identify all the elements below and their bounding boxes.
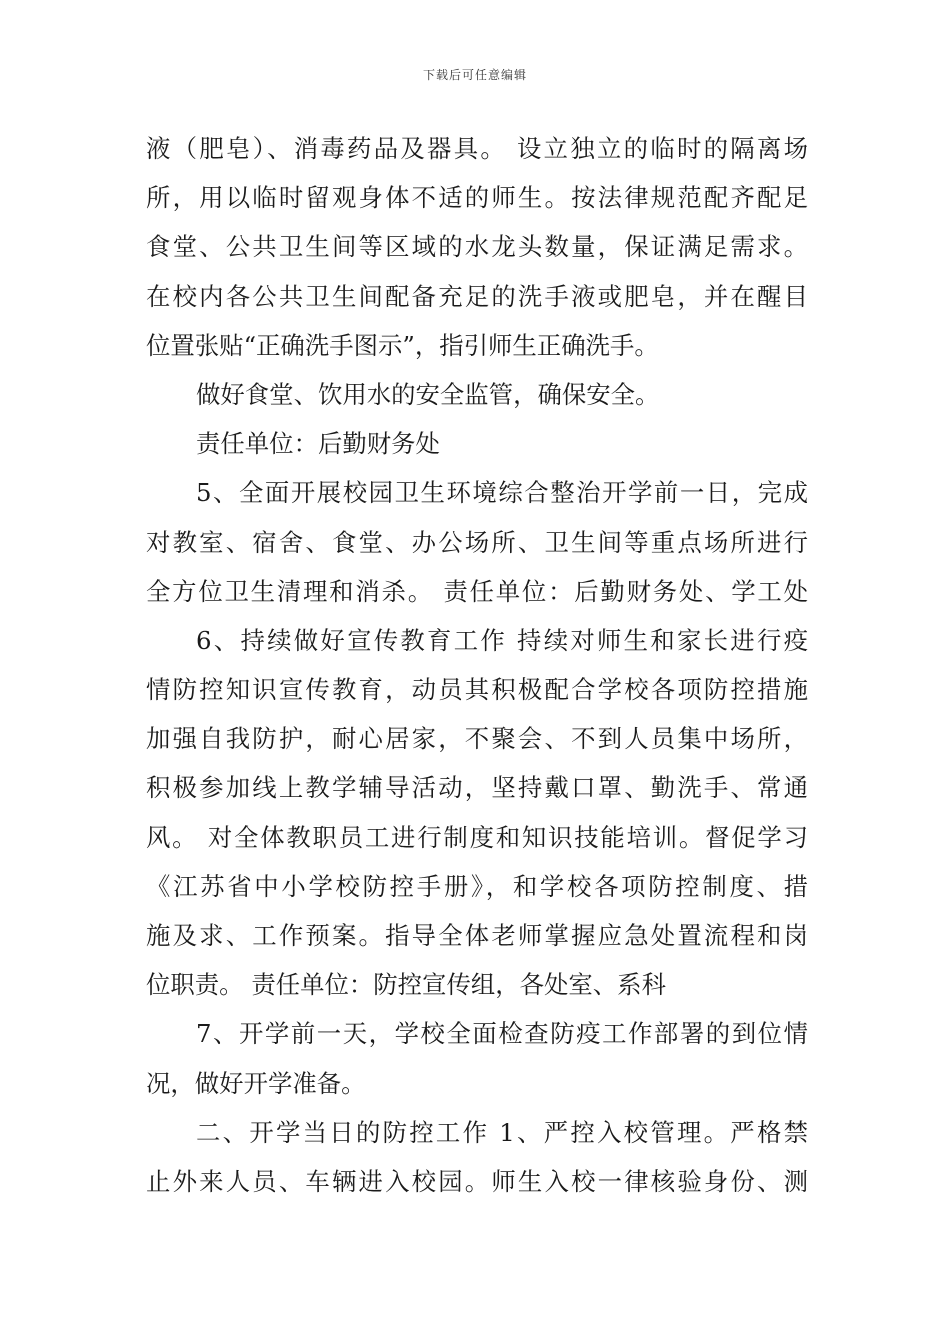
text-line: 止外来人员、车辆进入校园。师生入校一律核验身份、测 bbox=[146, 1166, 808, 1196]
text-line: 责任单位：后勤财务处 bbox=[196, 429, 440, 459]
page-header-caption: 下载后可任意编辑 bbox=[422, 68, 527, 82]
text-line: 全方位卫生清理和消杀。 责任单位：后勤财务处、学工处 bbox=[146, 576, 808, 606]
text-line: 7、开学前一天，学校全面检查防疫工作部署的到位情 bbox=[196, 1019, 808, 1049]
text-line: 二、开学当日的防控工作 1、严控入校管理。严格禁 bbox=[196, 1117, 808, 1147]
text-line: 对教室、宿舍、食堂、办公场所、卫生间等重点场所进行 bbox=[146, 527, 808, 557]
text-line: 加强自我防护，耐心居家，不聚会、不到人员集中场所， bbox=[146, 724, 808, 754]
text-line: 5、全面开展校园卫生环境综合整治开学前一日，完成 bbox=[196, 478, 808, 508]
text-line: 《江苏省中小学校防控手册》，和学校各项防控制度、措 bbox=[146, 871, 808, 901]
text-line: 液（肥皂）、消毒药品及器具。 设立独立的临时的隔离场 bbox=[146, 134, 808, 163]
text-line: 6、持续做好宣传教育工作 持续对师生和家长进行疫 bbox=[196, 625, 808, 655]
text-line: 在校内各公共卫生间配备充足的洗手液或肥皂，并在醒目 bbox=[146, 281, 808, 311]
text-line: 风。 对全体教职员工进行制度和知识技能培训。督促学习 bbox=[146, 822, 808, 852]
text-line: 情防控知识宣传教育，动员其积极配合学校各项防控措施 bbox=[146, 675, 808, 705]
document-body bbox=[146, 124, 808, 1206]
text-line: 施及求、工作预案。指导全体老师掌握应急处置流程和岗 bbox=[146, 921, 808, 950]
text-line: 做好食堂、饮用水的安全监管，确保安全。 bbox=[196, 379, 660, 409]
text-line: 位置张贴“正确洗手图示”，指引师生正确洗手。 bbox=[146, 330, 659, 360]
text-line: 积极参加线上教学辅导活动，坚持戴口罩、勤洗手、常通 bbox=[146, 773, 808, 803]
text-line: 况，做好开学准备。 bbox=[146, 1068, 366, 1098]
text-line: 所，用以临时留观身体不适的师生。按法律规范配齐配足 bbox=[146, 183, 808, 213]
text-line: 食堂、公共卫生间等区域的水龙头数量，保证满足需求。 bbox=[146, 232, 808, 262]
text-line: 位职责。 责任单位：防控宣传组，各处室、系科 bbox=[146, 970, 666, 1000]
